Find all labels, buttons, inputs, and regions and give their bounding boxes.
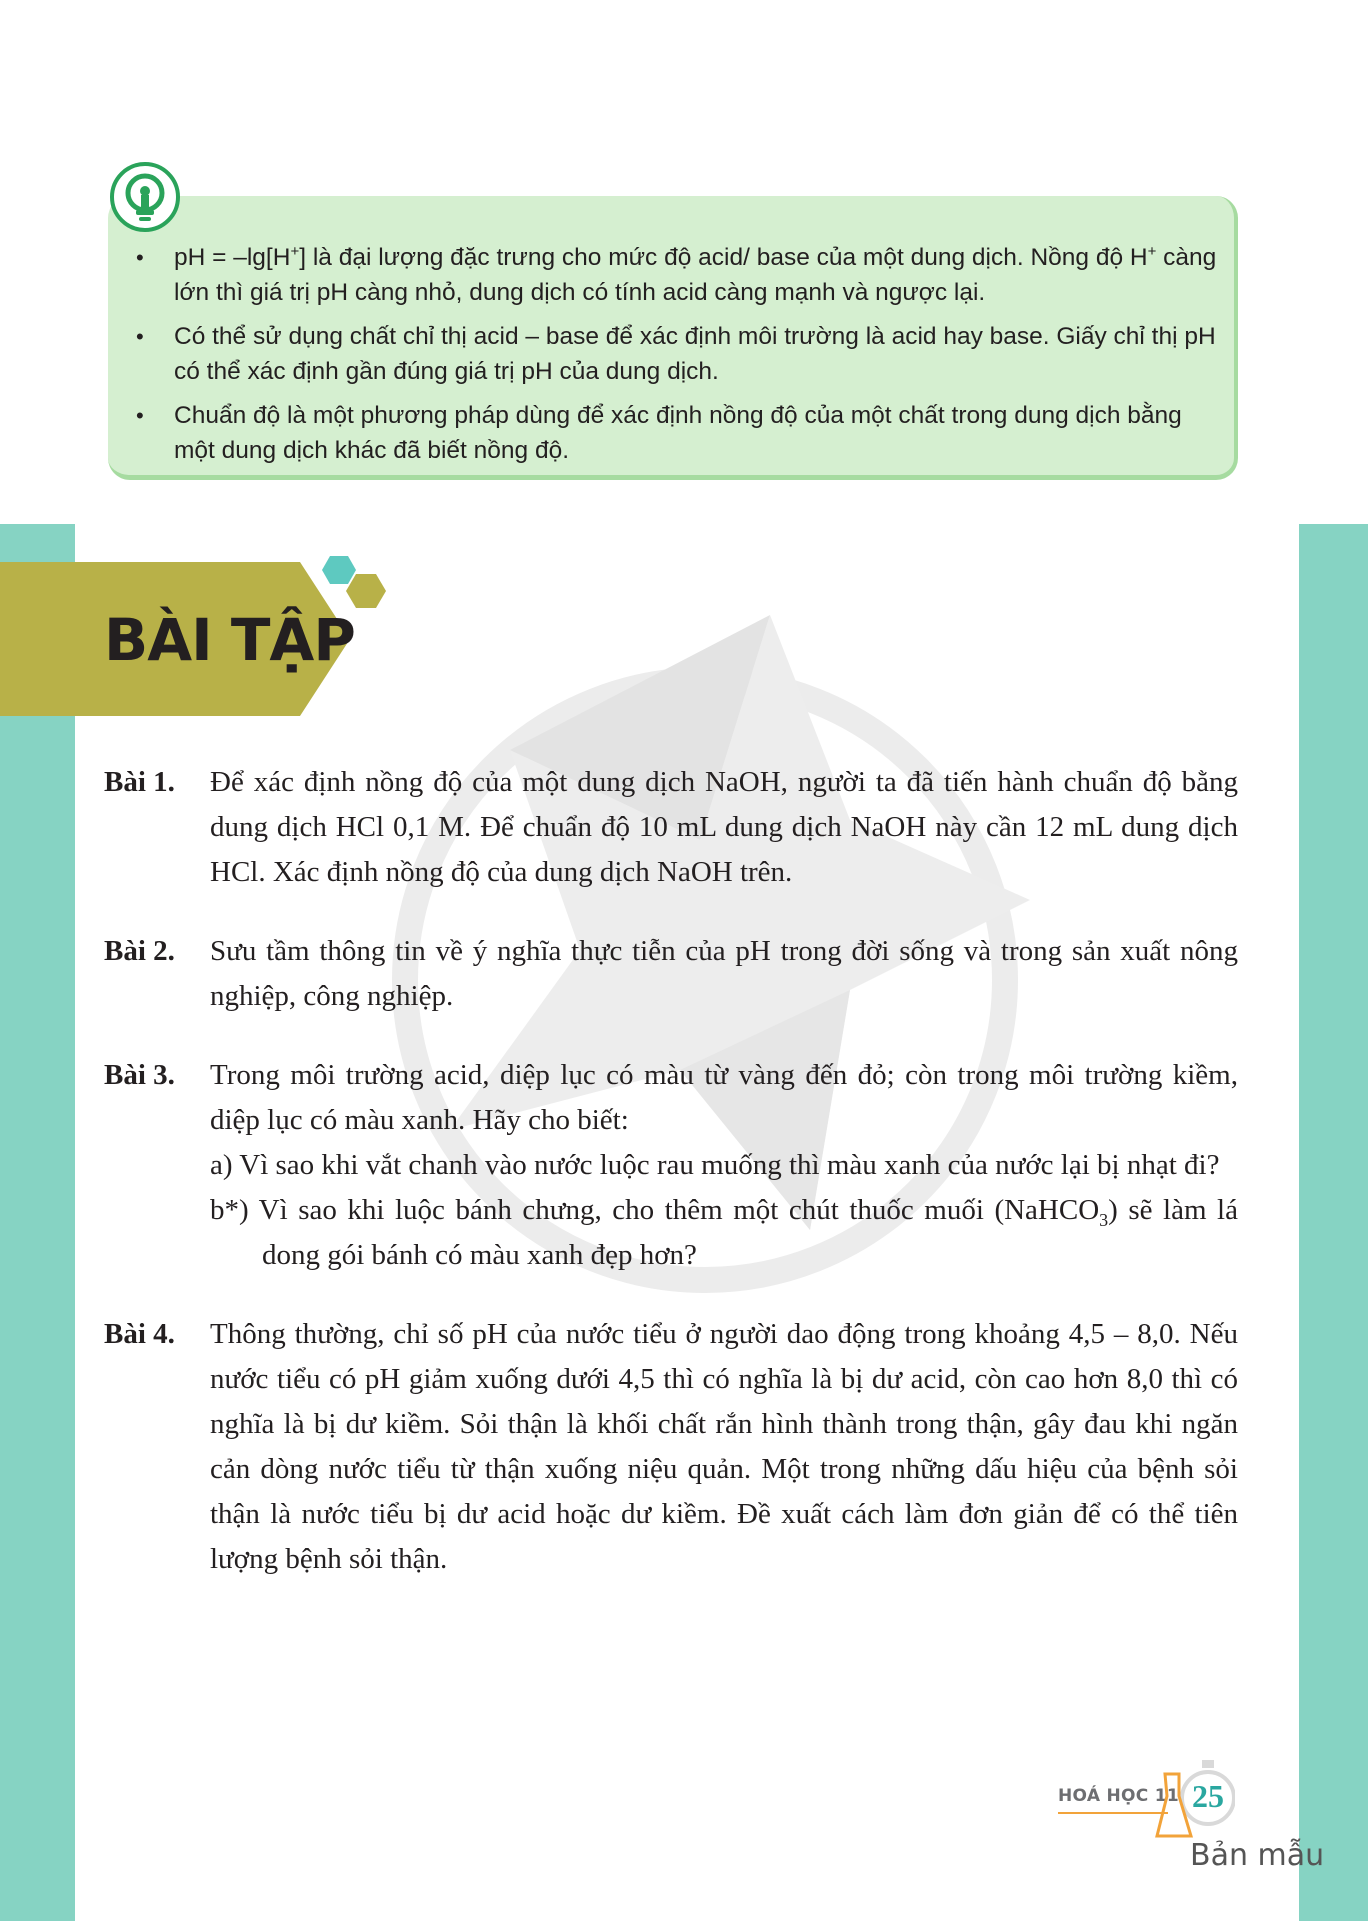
exercise-item	[104, 1053, 1238, 1278]
sample-stamp: Bản mẫu	[1190, 1838, 1325, 1873]
footer-divider	[1058, 1812, 1168, 1814]
exercise-label: Bài 3.	[104, 1059, 175, 1091]
exercise-label: Bài 4.	[104, 1318, 175, 1350]
footer-course-title: HOÁ HỌC 11	[1058, 1786, 1180, 1806]
section-title: BÀI TẬP	[104, 606, 355, 674]
summary-box	[108, 196, 1238, 480]
summary-item: • Có thể sử dụng chất chỉ thị acid – base để xác định môi trường là acid hay base. Giấy chỉ thị pH có thể xác định gần đúng giá trị pH của dung dịch.	[128, 319, 1218, 389]
exercise-subquestion-b: b*) Vì sao khi luộc bánh chưng, cho thêm một chút thuốc muối (NaHCO$_3$) sẽ làm lá dong gói bánh có màu xanh đẹp hơn?	[210, 1194, 1238, 1271]
exercise-label: Bài 2.	[104, 935, 175, 967]
summary-list	[128, 240, 1218, 477]
lightbulb-icon	[110, 162, 180, 232]
right-side-band	[1299, 524, 1368, 1921]
exercise-text: Để xác định nồng độ của một dung dịch NaOH, người ta đã tiến hành chuẩn độ bằng dung dịch HCl 0,1 M. Để chuẩn độ 10 mL dung dịch NaOH này cần 12 mL dung dịch HCl. Xác định nồng độ của dung dịch NaOH trên.	[210, 766, 1238, 888]
left-side-band	[0, 524, 75, 1921]
page-number: 25	[1192, 1778, 1224, 1814]
exercise-text: Sưu tầm thông tin về ý nghĩa thực tiễn của pH trong đời sống và trong sản xuất nông nghiệp, công nghiệp.	[210, 935, 1238, 1012]
exercise-text: Trong môi trường acid, diệp lục có màu từ vàng đến đỏ; còn trong môi trường kiềm, diệp lục có màu xanh. Hãy cho biết:	[210, 1059, 1238, 1136]
summary-item: • Chuẩn độ là một phương pháp dùng để xác định nồng độ của một chất trong dung dịch bằng một dung dịch khác đã biết nồng độ.	[128, 398, 1218, 468]
exercise-text: Thông thường, chỉ số pH của nước tiểu ở người dao động trong khoảng 4,5 – 8,0. Nếu nước tiểu có pH giảm xuống dưới 4,5 thì có nghĩa là bị dư acid, còn cao hơn 8,0 thì có nghĩa là bị dư kiềm. Sỏi thận là khối chất rắn hình thành trong thận, gây đau khi ngăn cản dòng nước tiểu từ thận xuống niệu quản. Một trong những dấu hiệu của bệnh sỏi thận là nước tiểu bị dư acid hoặc dư kiềm. Đề xuất cách làm đơn giản để có thể tiên lượng bệnh sỏi thận.	[210, 1318, 1238, 1575]
exercise-item	[104, 760, 1238, 895]
exercise-subquestion-a: a) Vì sao khi vắt chanh vào nước luộc rau muống thì màu xanh của nước lại bị nhạt đi?	[210, 1149, 1220, 1181]
summary-item: • pH = –lg[H+] là đại lượng đặc trưng cho mức độ acid/ base của một dung dịch. Nồng độ H+ càng lớn thì giá trị pH càng nhỏ, dung dịch có tính acid càng mạnh và ngược lại.	[128, 240, 1218, 310]
exercise-item	[104, 1312, 1238, 1582]
exercise-list	[104, 760, 1238, 1616]
exercise-label: Bài 1.	[104, 766, 175, 798]
exercise-item	[104, 929, 1238, 1019]
